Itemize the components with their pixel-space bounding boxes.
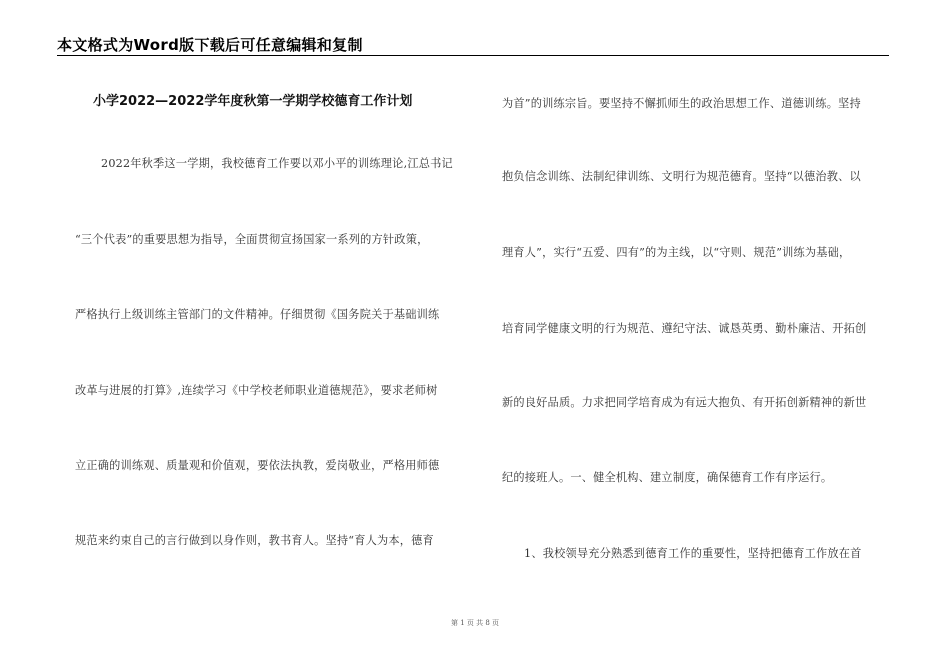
body-line: 理育人”，实行“五爱、四有”的为主线，以“守则、规范”训练为基础， xyxy=(502,246,851,259)
body-line: 立正确的训练观、质量观和价值观，要依法执教，爱岗敬业，严格用师德 xyxy=(75,459,440,472)
body-line: 新的良好品质。力求把同学培育成为有远大抱负、有开拓创新精神的新世 xyxy=(502,396,867,409)
body-line: 培育同学健康文明的行为规范、遵纪守法、诚恳英勇、勤朴廉洁、开拓创 xyxy=(502,322,867,335)
body-line: 2022年秋季这一学期，我校德育工作要以邓小平的训练理论,江总书记 xyxy=(101,157,453,170)
body-line: “三个代表”的重要思想为指导，全面贯彻宣扬国家一系列的方针政策， xyxy=(75,233,429,246)
document-banner: 本文格式为Word版下载后可任意编辑和复制 xyxy=(57,36,363,54)
body-line: 抱负信念训练、法制纪律训练、文明行为规范德育。坚持“以德治教、以 xyxy=(502,170,861,183)
body-line: 改革与进展的打算》,连续学习《中学校老师职业道德规范》，要求老师树 xyxy=(75,384,438,397)
body-line: 纪的接班人。一、健全机构、建立制度，确保德育工作有序运行。 xyxy=(502,471,833,484)
body-line: 1、我校领导充分熟悉到德育工作的重要性，坚持把德育工作放在首 xyxy=(524,547,862,560)
banner-divider xyxy=(57,55,889,56)
body-line: 规范来约束自己的言行做到以身作则，教书育人。坚持“育人为本，德育 xyxy=(75,534,434,547)
document-title: 小学2022—2022学年度秋第一学期学校德育工作计划 xyxy=(93,94,413,109)
body-line: 严格执行上级训练主管部门的文件精神。仔细贯彻《国务院关于基础训练 xyxy=(75,308,440,321)
body-line: 为首”的训练宗旨。要坚持不懈抓师生的政治思想工作、道德训练。坚持 xyxy=(502,97,861,110)
page-number: 第 1 页 共 8 页 xyxy=(450,619,500,627)
